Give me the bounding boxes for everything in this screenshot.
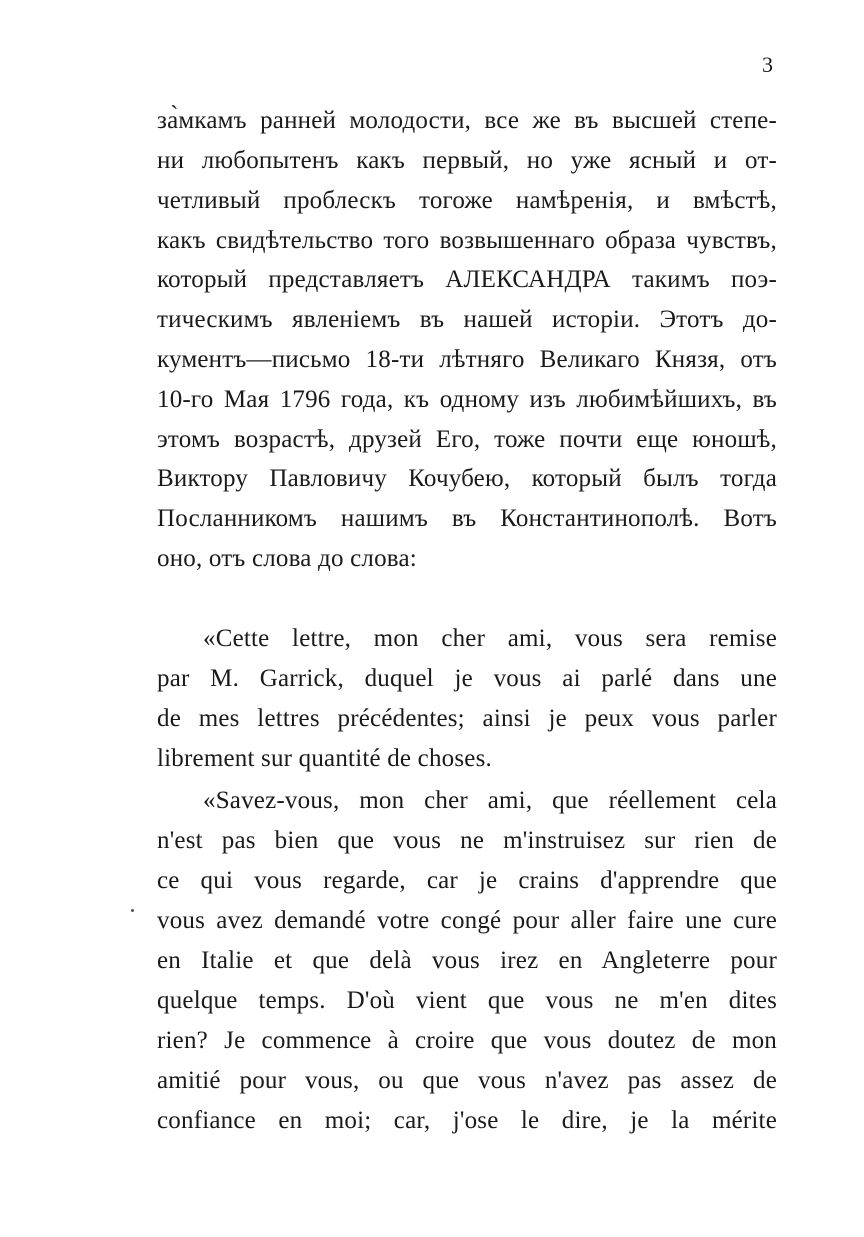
text-line: «Cette lettre, mon cher ami, vous sera remise (203, 625, 777, 652)
text-line: оно, отъ слова до слова: (157, 545, 417, 572)
text-line: Виктору Павловичу Кочубею, который былъ тогда (157, 465, 777, 492)
text-line: за̀мкамъ ранней молодости, все же въ высшей степе- (157, 107, 777, 134)
text-line: Посланникомъ нашимъ въ Константинополѣ. Вотъ (157, 505, 777, 532)
text-line: amitié pour vous, ou que vous n'avez pas assez de (157, 1067, 777, 1094)
text-line: тическимъ явленіемъ въ нашей исторіи. Этотъ до- (157, 306, 777, 333)
text-line: четливый проблескъ тогоже намѣренія, и вмѣстѣ, (157, 187, 777, 214)
text-line: который представляетъ АЛЕКСАНДРА такимъ поэ- (157, 266, 777, 293)
text-line: ни любопытенъ какъ первый, но уже ясный и от- (157, 147, 777, 174)
text-line: кументъ—письмо 18-ти лѣтняго Великаго Князя, отъ (157, 346, 777, 373)
text-line: confiance en moi; car, j'ose le dire, je la mérite (157, 1107, 777, 1134)
text-line: этомъ возрастѣ, друзей Его, тоже почти еще юношѣ, (157, 426, 777, 453)
text-line: n'est pas bien que vous ne m'instruisez sur rien de (157, 827, 777, 854)
print-speck (131, 909, 134, 912)
text-line: какъ свидѣтельство того возвышеннаго образа чувствъ, (157, 227, 777, 254)
text-line: de mes lettres précédentes; ainsi je peux vous parler (157, 705, 777, 732)
text-line: librement sur quantité de choses. (157, 745, 492, 772)
text-line: quelque temps. D'où vient que vous ne m'en dites (157, 987, 777, 1014)
text-line: 10-го Мая 1796 года, къ одному изъ любимѣйшихъ, въ (157, 386, 777, 413)
text-line: «Savez-vous, mon cher ami, que réellement cela (203, 787, 777, 814)
page-number: 3 (762, 52, 773, 77)
text-line: rien? Je commence à croire que vous doutez de mon (157, 1027, 777, 1054)
text-line: ce qui vous regarde, car je crains d'apprendre que (157, 867, 777, 894)
text-line: en Italie et que delà vous irez en Angleterre pour (157, 947, 777, 974)
text-line: par M. Garrick, duquel je vous ai parlé dans une (157, 665, 777, 692)
text-line: vous avez demandé votre congé pour aller faire une cure (157, 907, 777, 934)
